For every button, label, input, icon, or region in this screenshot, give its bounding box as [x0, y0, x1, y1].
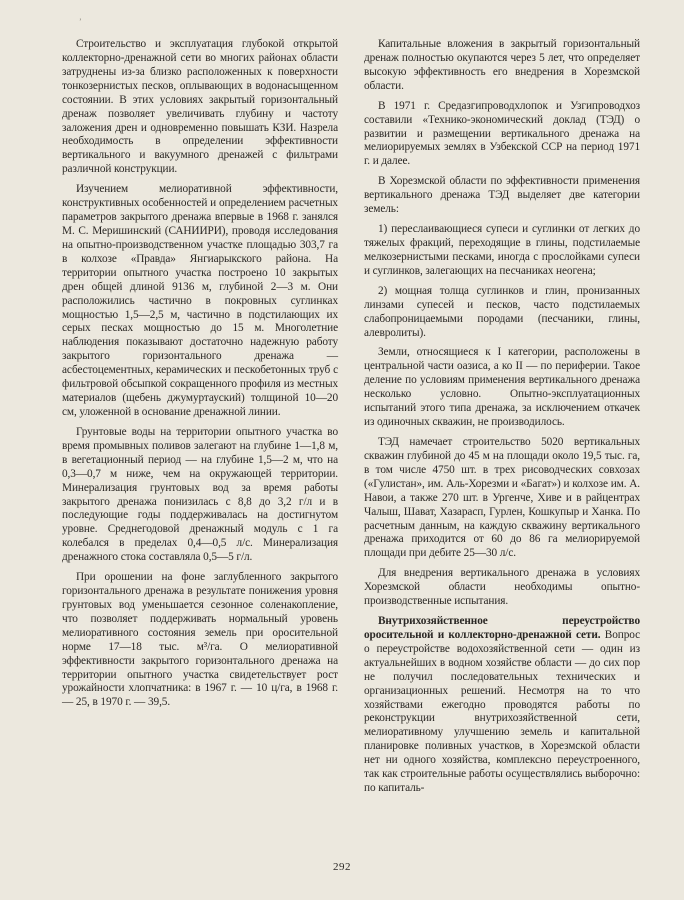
list-item: 1) переслаивающиеся супеси и суглинки от легких до тяжелых фракций, переходящие в глины, подстилаемые мелкозернистыми песками, иногда с прослойками супеси и суглинков, залегающих на песчаниках неогена;: [364, 223, 640, 277]
paragraph: Для внедрения вертикального дренажа в условиях Хорезмской области необходимы опытно-производственные испытания.: [364, 567, 640, 608]
list-item: 2) мощная толща суглинков и глин, пронизанных линзами супесей и песков, часто подстилаемых слабопроницаемыми породами (песчаники, глины, алевролиты).: [364, 284, 640, 339]
paragraph: Земли, относящиеся к I категории, расположены в центральной части оазиса, а ко II — по периферии. Такое деление по условиям применения вертикального дренажа несколько условно. Опытно-эксплуатационных испытаний этого типа дренажа, за исключением откачек из одиночных скважин, не производилось.: [364, 346, 640, 429]
page-number: 292: [333, 861, 351, 873]
print-mark: ’: [79, 17, 82, 26]
paragraph: Капитальные вложения в закрытый горизонтальный дренаж полностью окупаются через 5 лет, что определяет высокую эффективность его внедрения в Хорезмской области.: [364, 38, 640, 92]
paragraph-text: Вопрос о переустройстве водохозяйственной сети — один из актуальнейших в водном хозяйстве области — до сих пор не получил последовательных технических и организационных решений. Несмотря на то что хозяйствами ежегодно проводятся работы по реконструкции внутрихозяйственной сети, мелиоративному улучшению земель и капитальной планировке поливных участков, в Хорезмской области нет ни одного хозяйства, комплексно переустроенного, так как строительные работы осуществлялись выборочно: по капиталь-: [364, 628, 641, 795]
paragraph: Изучением мелиоративной эффективности, конструктивных особенностей и определением расчетных параметров закрытого дренажа впервые в 1968 г. занялся М. С. Меришинский (САНИИРИ), проводя исследования на опытно-производственном участке площадью 303,7 га в колхозе «Правда» Янгиарыкского района. На территории опытного участка построено 10 закрытых дрен общей длиной 9136 м, глубиной 2—3 м. Они расположились частично в покровных суглинках мощностью 1,5—2,5 м, частично в подстилающих их серых песках мощностью до 15 м. Многолетние наблюдения показывают достаточно надежную работу закрытого горизонтального дренажа — асбестоцементных, керамических и пескобетонных труб с фильтровой обсыпкой сокращенного профиля из местных материалов (щебень джумуртауский) толщиной 10—20 см, уложенной в основание дренажной линии.: [62, 183, 338, 418]
paragraph: При орошении на фоне заглубленного закрытого горизонтального дренажа в результате понижения уровня грунтовых вод уменьшается сезонное соленакопление, что позволяет поддерживать нормальный уровень мелиоративного состояния земель при оросительной норме 17—18 тыс. м³/га. О мелиоративной эффективности закрытого горизонтального дренажа на территории опытного участка свидетельствует рост урожайности хлопчатника: в 1967 г. — 10 ц/га, в 1968 г. — 25, в 1970 г. — 39,5.: [62, 571, 338, 709]
right-column: [364, 38, 640, 802]
left-column: [62, 38, 338, 716]
paragraph: Строительство и эксплуатация глубокой открытой коллекторно-дренажной сети во многих районах области затруднены из-за близко расположенных к поверхности тонкозернистых песков, оплывающих в водонасыщенном состоянии. В этих условиях закрытый горизонтальный дренаж позволяет увеличивать глубину и частоту заложения дрен и одновременно повышать КЗИ. Назрела необходимость в определении эффективности вертикального и вакуумного дренажей с фильтрами различной конструкции.: [62, 38, 338, 176]
paragraph: Грунтовые воды на территории опытного участка во время промывных поливов залегают на глубине 1—1,8 м, в вегетационный период — на глубине 1,5—2 м, что на 0,3—0,7 м ниже, чем на окружающей территории. Минерализация грунтовых вод за время работы закрытого дренажа понизилась с 8,8 до 3,2 г/л и в последующие годы поддерживалась на достигнутом уровне. Среднегодовой дренажный модуль с 1 га колебался в пределах 0,4—0,5 л/с. Минерализация дренажного стока составляла 0,5—5 г/л.: [62, 425, 338, 564]
paragraph: В Хорезмской области по эффективности применения вертикального дренажа ТЭД выделяет две категории земель:: [364, 175, 640, 216]
paragraph: ТЭД намечает строительство 5020 вертикальных скважин глубиной до 45 м на площади около 19,5 тыс. га, в том числе 4750 шт. в трех рисоводческих совхозах («Гулистан», им. Аль-Хорезми и «Багат») и колхозе им. А. Навои, а также 270 шт. в Ургенче, Хиве и в райцентрах Чалыш, Шават, Хазарасп, Гурлен, Кошкупыр и Ханка. По расчетным данным, на каждую скважину вертикального дренажа приходится от 60 до 86 га мелиорируемой площади при дебите 25—30 л/с.: [364, 435, 640, 560]
paragraph: [364, 615, 640, 796]
paragraph: В 1971 г. Средазгипроводхлопок и Узгипроводхоз составили «Технико-экономический доклад (ТЭД) о развитии и размещении вертикального дренажа на мелиорируемых землях в Узбекской ССР на период 1971 г. и далее.: [364, 99, 640, 168]
section-lead-heading: Внутрихозяйственное переустройство оросительной и коллекторно-дренажной сети.: [364, 615, 640, 641]
